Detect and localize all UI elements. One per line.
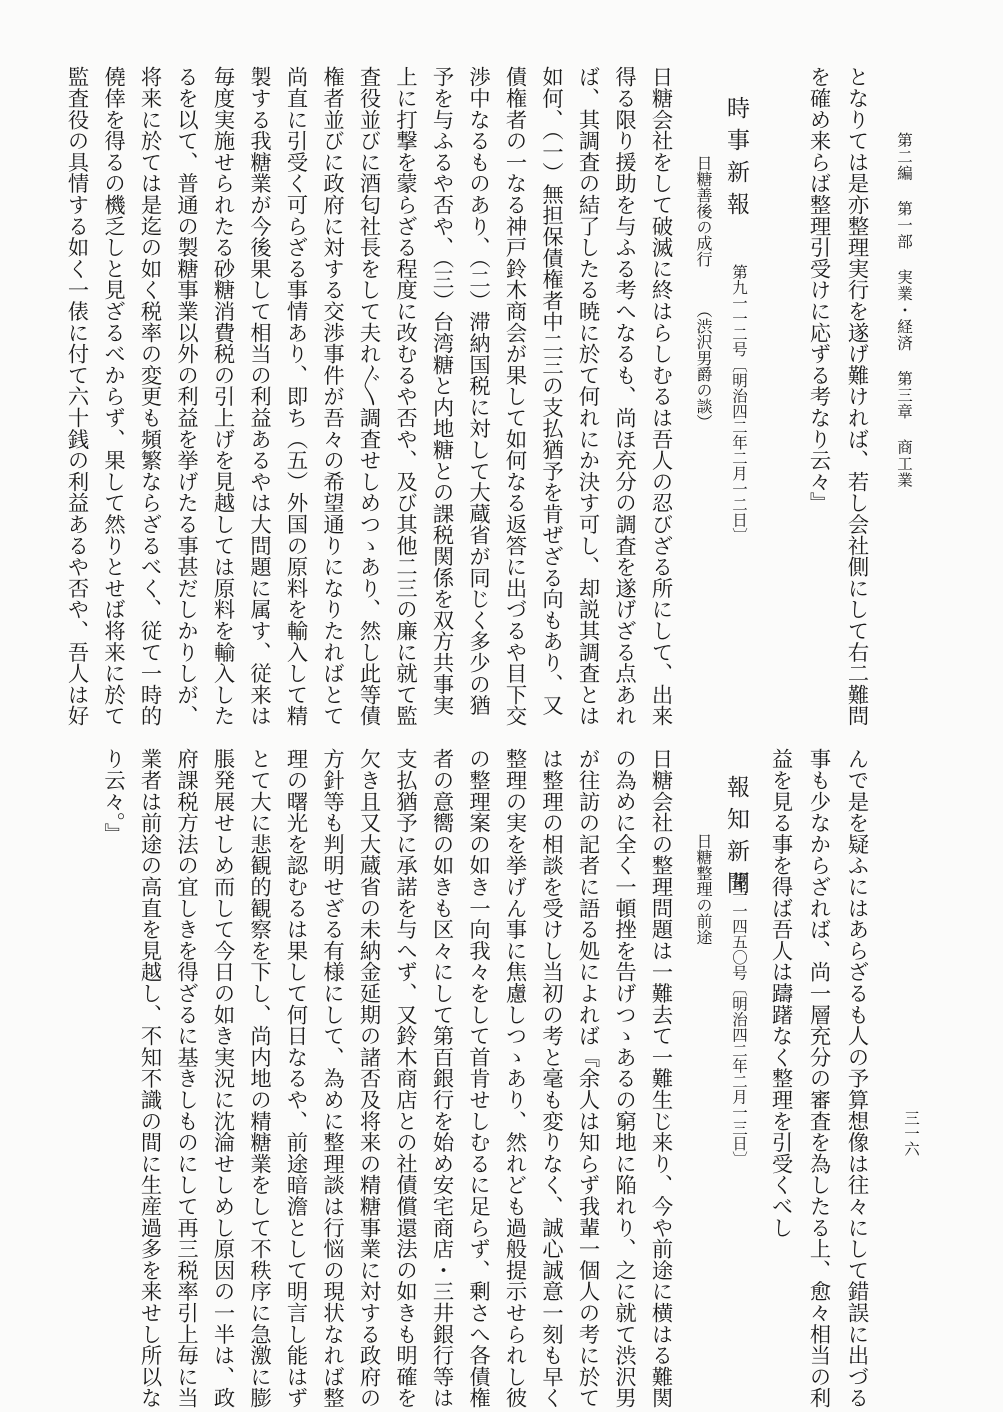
article1-line: 債権者の一なる神戸鈴木商会が果して如何なる返答に出づるや目下交 bbox=[502, 66, 527, 727]
article2-line: 者の意嚮の如きも区々にして第百銀行を始め安宅商店・三井銀行等は bbox=[429, 748, 454, 1409]
article1-line: 渉中なるものあり、（二）滞納国税に対して大蔵省が同じく多少の猶 bbox=[465, 66, 491, 716]
article1-issue: 第九一一二号〔明治四二年二月一二日〕 bbox=[730, 264, 748, 543]
top-left-line: 益を見る事を得ば吾人は躊躇なく整理を引受くべし bbox=[768, 748, 793, 1238]
article1-line: 製する我糖業が今後果して相当の利益あるやは大問題に属す、従来は bbox=[246, 66, 272, 727]
article2-subtitle: 日糖整理の前途 bbox=[694, 833, 713, 945]
article1-line: 得る限り援助を与ふる考へなるも、尚ほ充分の調査を遂げざる点あれ bbox=[611, 66, 637, 727]
article1-line: 上に打撃を蒙らざる程度に改むるや否や、及び其他二三の廉に就て監 bbox=[392, 66, 418, 727]
article2-line: 府課税方法の宜しきを得ざるに基きしものにして再三税率引上毎に当 bbox=[173, 748, 199, 1409]
article2-line: とて大に悲観的観察を下し、尚内地の精糖業をして不秩序に急激に膨 bbox=[246, 748, 272, 1409]
article1-line: 如何、（一）無担保債権者中二三の支払猶予を肯ぜざる向もあり、又 bbox=[538, 66, 564, 716]
article2-line: 欠き且又大蔵省の未納金延期の諸否及将来の精糖事業に対する政府の bbox=[356, 748, 381, 1409]
article2-line: り云々。』 bbox=[100, 748, 126, 844]
article1-line: ば、其調査の結了したる暁に於て何れにか決す可し、却説其調査とは bbox=[575, 66, 600, 727]
article2-line: の為めに全く一頓挫を告げつゝあるの窮地に陥れり、之に就て渋沢男 bbox=[611, 748, 637, 1409]
article2-line: 理の曙光を認むるは果して何日なるや、前途暗澹として明言し能はず bbox=[283, 748, 308, 1409]
article2-line: は整理の相談を受けし当初の考と毫も変りなく、誠心誠意一刻も早く bbox=[538, 748, 564, 1409]
top-left-line: 事も少なからざれば、尚一層充分の審査を為したる上、愈々相当の利 bbox=[806, 748, 831, 1409]
article2-line: 日糖会社の整理問題は一難去て一難生じ来り、今や前途に横はる難関 bbox=[648, 748, 673, 1409]
top-left-line: んで是を疑ふにはあらざるも人の予算想像は往々にして錯誤に出づる bbox=[844, 748, 869, 1409]
article1-line: 権者並びに政府に対する交渉事件が吾々の希望通りになりたればとて bbox=[319, 66, 345, 727]
article1-line: るを以て、普通の製糖事業以外の利益を挙げたる事甚だしかりしが、 bbox=[173, 66, 199, 727]
article2-line: 支払猶予に承諾を与へず、又鈴木商店との社債償還法の如きも明確を bbox=[392, 748, 418, 1409]
article1-line: 査役並びに酒匂社長をして夫れ〴〵調査せしめつゝあり、然し此等債 bbox=[356, 66, 381, 727]
article1-line: 毎度実施せられたる砂糖消費税の引上げを見越しては原料を輸入した bbox=[210, 66, 235, 727]
article2-line: の整理案の如き一向我々をして首肯せしむるに足らず、剰さへ各債権 bbox=[465, 748, 491, 1409]
article1-line: 監査役の具情する如く一俵に付て六十銭の利益あるや否や、吾人は好 bbox=[64, 66, 89, 727]
article1-newspaper-title: 時事新報 bbox=[723, 96, 749, 224]
article1-line: 将来に於ては是迄の如く税率の変更も頻繁ならざるべく、従て一時的 bbox=[137, 66, 162, 727]
running-head: 第二編 第一部 実業・経済 第三章 商工業 bbox=[895, 132, 913, 489]
article1-line: 日糖会社をして破滅に終はらしむるは吾人の忍びざる所にして、出来 bbox=[648, 66, 673, 727]
article1-subtitle: 日糖善後の成行 bbox=[694, 155, 713, 267]
article2-newspaper-title: 報知新聞 bbox=[723, 775, 749, 903]
article2-line: 整理の実を挙げん事に焦慮しつゝあり、然れども過般提示せられし彼 bbox=[502, 748, 527, 1409]
article1-line: 僥倖を得るの機乏しと見ざるべからず、果して然りとせば将来に於て bbox=[100, 66, 126, 727]
article1-speaker: （渋沢男爵の談） bbox=[694, 302, 713, 430]
article1-line: 尚直に引受く可らざる事情あり、即ち（五）外国の原料を輸入して精 bbox=[283, 66, 308, 727]
page-number: 三一六 bbox=[902, 1110, 920, 1157]
top-right-line: となりては是亦整理実行を遂げ難ければ、若し会社側にして右二難問 bbox=[844, 66, 869, 727]
article2-line: 方針等も判明せざる有様にして、為めに整理談は行悩の現状なれば整 bbox=[319, 748, 345, 1409]
article2-line: 業者は前途の高直を見越し、不知不識の間に生産過多を来せし所以な bbox=[137, 748, 162, 1409]
article2-issue: 第一一四五〇号〔明治四二年二月一三日〕 bbox=[730, 872, 748, 1167]
top-right-line: を確め来らば整理引受けに応ずる考なり云々』 bbox=[806, 66, 831, 514]
article2-line: が往訪の記者に語る処によれば『余人は知らず我輩一個人の考に於て bbox=[575, 748, 600, 1409]
article1-line: 予を与ふるや否や、（三）台湾糖と内地糖との課税関係を双方共事実 bbox=[429, 66, 454, 716]
article2-line: 脹発展せしめ而して今日の如き実況に沈淪せしめし原因の一半は、政 bbox=[210, 748, 235, 1409]
